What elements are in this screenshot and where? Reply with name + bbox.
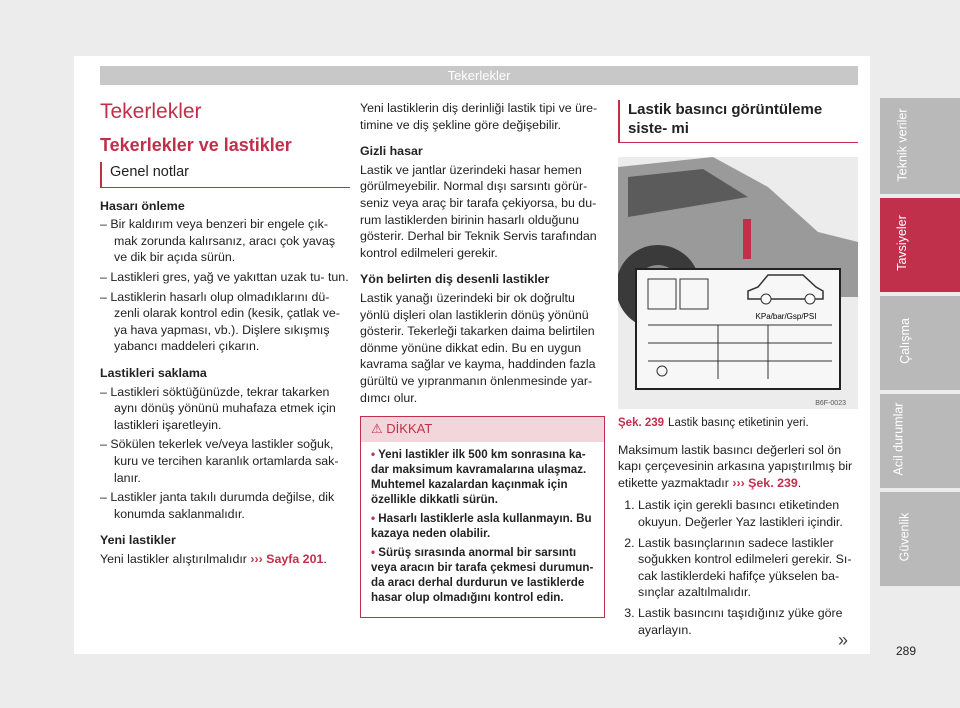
tab-teknik-veriler[interactable] bbox=[880, 98, 960, 194]
column-1 bbox=[100, 100, 350, 571]
running-header: Tekerlekler bbox=[100, 66, 858, 85]
tab-acil-durumlar[interactable] bbox=[880, 394, 960, 488]
page-number: 289 bbox=[896, 644, 917, 658]
period: . bbox=[323, 551, 327, 566]
warning-item: • Yeni lastikler ilk 500 km sonrasına ka- dar maksimum kavramalarına ulaşmaz. Muhtemel kazalardan kaçınmak için özellikle dikkatli sürün. bbox=[371, 447, 594, 507]
paragraph: Yeni lastiklerin diş derinliği lastik tipi ve üre- timine ve diş şekline göre değişebilir. bbox=[360, 101, 598, 132]
heading-directional: Yön belirten diş desenli lastikler bbox=[360, 272, 550, 287]
car-door-illustration bbox=[618, 157, 858, 409]
heading-new-tires: Yeni lastikler bbox=[100, 533, 176, 548]
continue-icon: » bbox=[838, 630, 849, 650]
step-item: 1. Lastik için gerekli basıncı etiketinden okuyun. Değerler Yaz lastikleri içindir. bbox=[638, 497, 858, 530]
tab-tavsiyeler[interactable] bbox=[880, 198, 960, 292]
new-tires-text bbox=[100, 551, 350, 568]
steps-list bbox=[618, 497, 858, 638]
column-3 bbox=[618, 100, 858, 642]
section-title: Tekerlekler ve lastikler bbox=[100, 135, 292, 155]
warning-item: • Sürüş sırasında anormal bir sarsıntı veya aracın bir tarafa çekmesi durumun- da aracı derhal durdurun ve lastiklerde hasar olup olmadığını kontrol edin. bbox=[371, 545, 594, 605]
warning-body bbox=[361, 442, 604, 617]
label-sentence: Maksimum lastik basıncı değerleri sol ön kapı çerçevesinin arkasına yapıştırılmış bir etikette yazmaktadır bbox=[618, 442, 853, 490]
figure-label: Şek. 239 bbox=[618, 417, 665, 429]
figure-link[interactable]: ››› Şek. 239 bbox=[732, 475, 798, 490]
step-item: 3. Lastik basıncını taşıdığınız yüke göre ayarlayın. bbox=[638, 605, 858, 638]
heading-storage: Lastikleri saklama bbox=[100, 365, 207, 380]
tab-label: Çalışma bbox=[897, 318, 912, 364]
tab-label: Teknik veriler bbox=[895, 108, 910, 182]
tab-label: Acil durumlar bbox=[891, 402, 906, 476]
warning-item: • Hasarlı lastiklerle asla kullanmayın. Bu kazaya neden olabilir. bbox=[371, 511, 594, 541]
period: . bbox=[797, 475, 802, 490]
warning-header bbox=[361, 417, 604, 442]
warning-box bbox=[360, 416, 605, 618]
label-units: KPa/bar/Gsp/PSI bbox=[755, 312, 817, 321]
list-item: – Bir kaldırım veya benzeri bir engele çık- mak zorunda kalırsanız, aracı çok yavaş ve dik bir açıda sürün. bbox=[100, 216, 350, 266]
list-item: – Sökülen tekerlek ve/veya lastikler soğuk, kuru ve tercihen karanlık ortamlarda sak- lanır. bbox=[100, 436, 350, 486]
tab-guvenlik[interactable] bbox=[880, 492, 960, 586]
step-item: 2. Lastik basınçlarının sadece lastikler soğukken kontrol edilmeleri gerekir. Sı- cak lastiklerdeki hafifçe yükselen ba- sınçlar azaltılmalıdır. bbox=[638, 535, 858, 601]
label-location-marker bbox=[743, 219, 751, 259]
heading-hidden-damage: Gizli hasar bbox=[360, 144, 423, 159]
page-link[interactable]: ››› Sayfa 201 bbox=[250, 551, 324, 566]
figure-caption bbox=[618, 415, 858, 432]
paragraph: Lastik yanağı üzerindeki bir ok doğrultu yönlü dişleri olan lastiklerin dönüş yönünü gösterir. Tekerleği takarken daima belirtilen dönme yönüne dikkat edin. Bu en uygun kavrama sağlar ve kayma, haddinden fazla gürültü ve yıpranmanın önlenmesinde yar- dımcı olur. bbox=[360, 290, 596, 405]
list-item: – Lastikleri gres, yağ ve yakıttan uzak tu- tun. bbox=[100, 269, 350, 286]
paragraph bbox=[618, 442, 858, 492]
subsection-title: Genel notlar bbox=[100, 162, 350, 188]
tire-label-figure bbox=[618, 157, 858, 409]
chapter-title: Tekerlekler bbox=[100, 100, 202, 123]
tpms-heading: Lastik basıncı görüntüleme siste- mi bbox=[618, 100, 858, 143]
figure-code: B6F-0023 bbox=[815, 400, 846, 407]
warning-title: DİKKAT bbox=[386, 421, 433, 437]
tab-calisma[interactable] bbox=[880, 296, 960, 390]
list-item: – Lastiklerin hasarlı olup olmadıklarını dü- zenli olarak kontrol edin (kesik, çatlak ve- ya hava yapması, vb.). Dişlere sıkışmış yabancı maddeleri çıkarın. bbox=[100, 289, 350, 355]
tab-label: Tavsiyeler bbox=[894, 215, 909, 271]
caption-text: Lastik basınç etiketinin yeri. bbox=[668, 417, 809, 429]
heading-damage: Hasarı önleme bbox=[100, 198, 185, 213]
paragraph: Lastik ve jantlar üzerindeki hasar hemen görülmeyebilir. Normal dışı sarsıntı görür- seniz veya araç bir tarafa çekiyorsa, bu du- rum lastiklerden birinin hasarlı olduğunu gösterir. Derhal bir Teknik Servis tarafından kontrol edilmeleri gerekir. bbox=[360, 162, 597, 260]
warning-triangle-icon: ⚠ bbox=[371, 421, 383, 437]
tab-label: Güvenlik bbox=[897, 512, 912, 562]
new-tires-sentence: Yeni lastikler alıştırılmalıdır bbox=[100, 551, 247, 566]
list-item: – Lastikler janta takılı durumda değilse, dik konumda saklanmalıdır. bbox=[100, 489, 350, 522]
list-item: – Lastikleri söktüğünüzde, tekrar takarken aynı dönüş yönünü muhafaza etmek için lastikleri işaretleyin. bbox=[100, 384, 350, 434]
column-2 bbox=[360, 100, 605, 618]
